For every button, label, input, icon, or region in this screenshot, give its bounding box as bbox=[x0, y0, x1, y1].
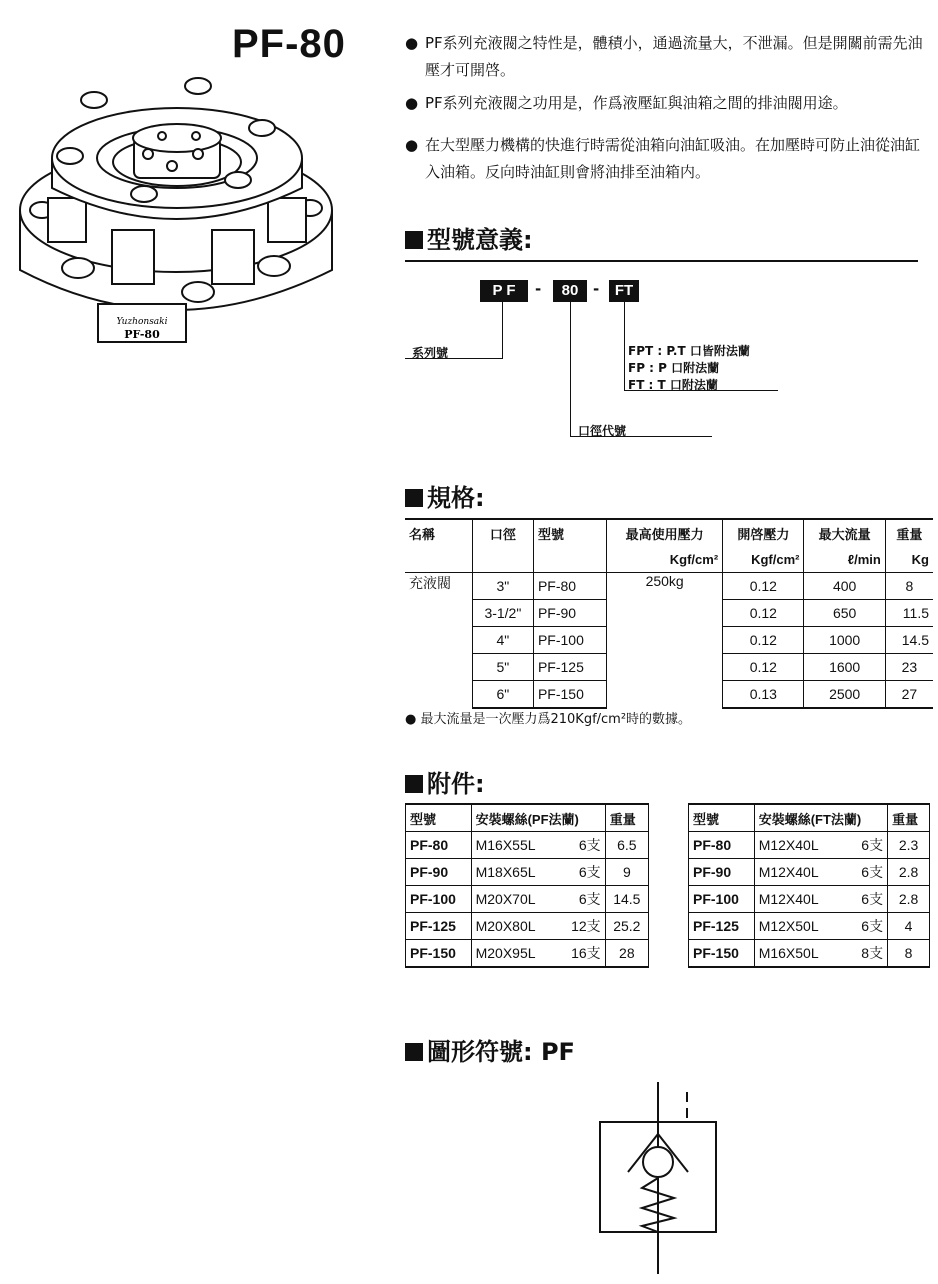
table-row: PF-90 M18X65L 6支 9 bbox=[406, 859, 649, 886]
unit-weight: Kg bbox=[885, 546, 933, 573]
divider bbox=[405, 260, 918, 262]
table-row: PF-150 M16X50L 8支 8 bbox=[689, 940, 930, 968]
square-icon bbox=[405, 231, 423, 249]
table-row: 5" PF-125 0.12 1600 23 bbox=[405, 654, 933, 681]
model-plate-text: PF-80 bbox=[124, 328, 160, 341]
square-icon bbox=[405, 489, 423, 507]
accessories-heading: 附件: bbox=[405, 764, 485, 799]
flange-option-ft: FT : T 口附法蘭 bbox=[628, 378, 718, 392]
leader-line bbox=[502, 302, 503, 358]
table-row: 6" PF-150 0.13 2500 27 bbox=[405, 681, 933, 709]
code-separator: - bbox=[535, 280, 542, 298]
leader-line bbox=[624, 302, 625, 390]
model-meaning-heading: 型號意義: bbox=[405, 220, 533, 255]
unit-open-pressure: Kgf/cm² bbox=[723, 546, 804, 573]
feature-bullet bbox=[405, 30, 925, 84]
code-flange: FT bbox=[609, 280, 639, 302]
header-open-pressure: 開啓壓力 bbox=[723, 519, 804, 546]
header-name: 名稱 bbox=[405, 519, 472, 546]
table-row: PF-100 M20X70L 6支 14.5 bbox=[406, 886, 649, 913]
flange-option-fp: FP : P 口附法蘭 bbox=[628, 361, 720, 375]
header-flow: 最大流量 bbox=[804, 519, 885, 546]
table-row: PF-100 M12X40L 6支 2.8 bbox=[689, 886, 930, 913]
page-title: PF-80 bbox=[232, 22, 346, 66]
pf-accessory-table: 型號 安裝螺絲(PF法蘭) 重量 PF-80 M16X55L 6支 6.5 PF-90 M18X65L 6支 9 PF-100 M20X70L 6支 14.5 PF-125 M20X80L 12支 25.2 PF-150 M20X95L 16支 28 bbox=[405, 803, 649, 968]
unit-flow: ℓ/min bbox=[804, 546, 885, 573]
symbol-heading: 圖形符號: PF bbox=[405, 1032, 575, 1067]
flange-option-fpt: FPT : P.T 口皆附法蘭 bbox=[628, 344, 750, 358]
ft-accessory-table: 型號 安裝螺絲(FT法蘭) 重量 PF-80 M12X40L 6支 2.3 PF-90 M12X40L 6支 2.8 PF-100 M12X40L 6支 2.8 PF-125 M12X50L 6支 4 PF-150 M16X50L 8支 8 bbox=[688, 803, 930, 968]
header-weight: 重量 bbox=[885, 519, 933, 546]
bullet-text: PF系列充液閥之特性是，體積小，通過流量大，不泄漏。但是開關前需先油壓才可開啓。 bbox=[425, 34, 923, 79]
series-label: 系列號 bbox=[412, 346, 449, 360]
header-max-pressure: 最高使用壓力 bbox=[607, 519, 723, 546]
square-icon bbox=[405, 1043, 423, 1061]
header-bore: 口徑 bbox=[472, 519, 533, 546]
code-separator: - bbox=[593, 280, 600, 298]
table-row: PF-150 M20X95L 16支 28 bbox=[406, 940, 649, 968]
code-port: 80 bbox=[553, 280, 587, 302]
table-row: PF-80 M16X55L 6支 6.5 bbox=[406, 832, 649, 859]
bullet-dot: ● bbox=[405, 94, 419, 112]
brand-text: Yuzhonsaki bbox=[116, 317, 168, 327]
unit-max-pressure: Kgf/cm² bbox=[607, 546, 723, 573]
table-row: PF-125 M20X80L 12支 25.2 bbox=[406, 913, 649, 940]
hydraulic-symbol bbox=[590, 1078, 730, 1278]
spec-table bbox=[405, 518, 933, 709]
bullet-dot: ● bbox=[405, 136, 419, 154]
table-row: 3-1/2" PF-90 0.12 650 11.5 bbox=[405, 600, 933, 627]
bullet-dot: ● bbox=[405, 712, 417, 727]
square-icon bbox=[405, 775, 423, 793]
header-model: 型號 bbox=[533, 519, 606, 546]
port-label: 口徑代號 bbox=[578, 424, 627, 438]
table-row: PF-80 M12X40L 6支 2.3 bbox=[689, 832, 930, 859]
table-row: PF-125 M12X50L 6支 4 bbox=[689, 913, 930, 940]
table-row: PF-90 M12X40L 6支 2.8 bbox=[689, 859, 930, 886]
spec-note: ● 最大流量是一次壓力爲210Kgf/cm²時的數據。 bbox=[405, 712, 692, 727]
table-row: 充液閥 3" PF-80 250kg 0.12 400 8 bbox=[405, 573, 933, 600]
usage-bullet bbox=[405, 132, 925, 186]
bullet-text: 在大型壓力機構的快進行時需從油箱向油缸吸油。在加壓時可防止油從油缸入油箱。反向時油缸則會將油排至油箱内。 bbox=[425, 136, 921, 181]
specs-heading: 規格: bbox=[405, 478, 485, 513]
bullet-dot: ● bbox=[405, 34, 419, 52]
bullet-text: PF系列充液閥之功用是，作爲液壓缸與油箱之間的排油閥用途。 bbox=[425, 94, 848, 112]
leader-line bbox=[570, 302, 571, 436]
product-illustration bbox=[12, 70, 342, 370]
valve-name: 充液閥 bbox=[409, 575, 451, 591]
max-pressure: 250kg bbox=[607, 573, 723, 709]
function-bullet bbox=[405, 90, 925, 117]
table-row: 4" PF-100 0.12 1000 14.5 bbox=[405, 627, 933, 654]
code-series: P F bbox=[480, 280, 528, 302]
